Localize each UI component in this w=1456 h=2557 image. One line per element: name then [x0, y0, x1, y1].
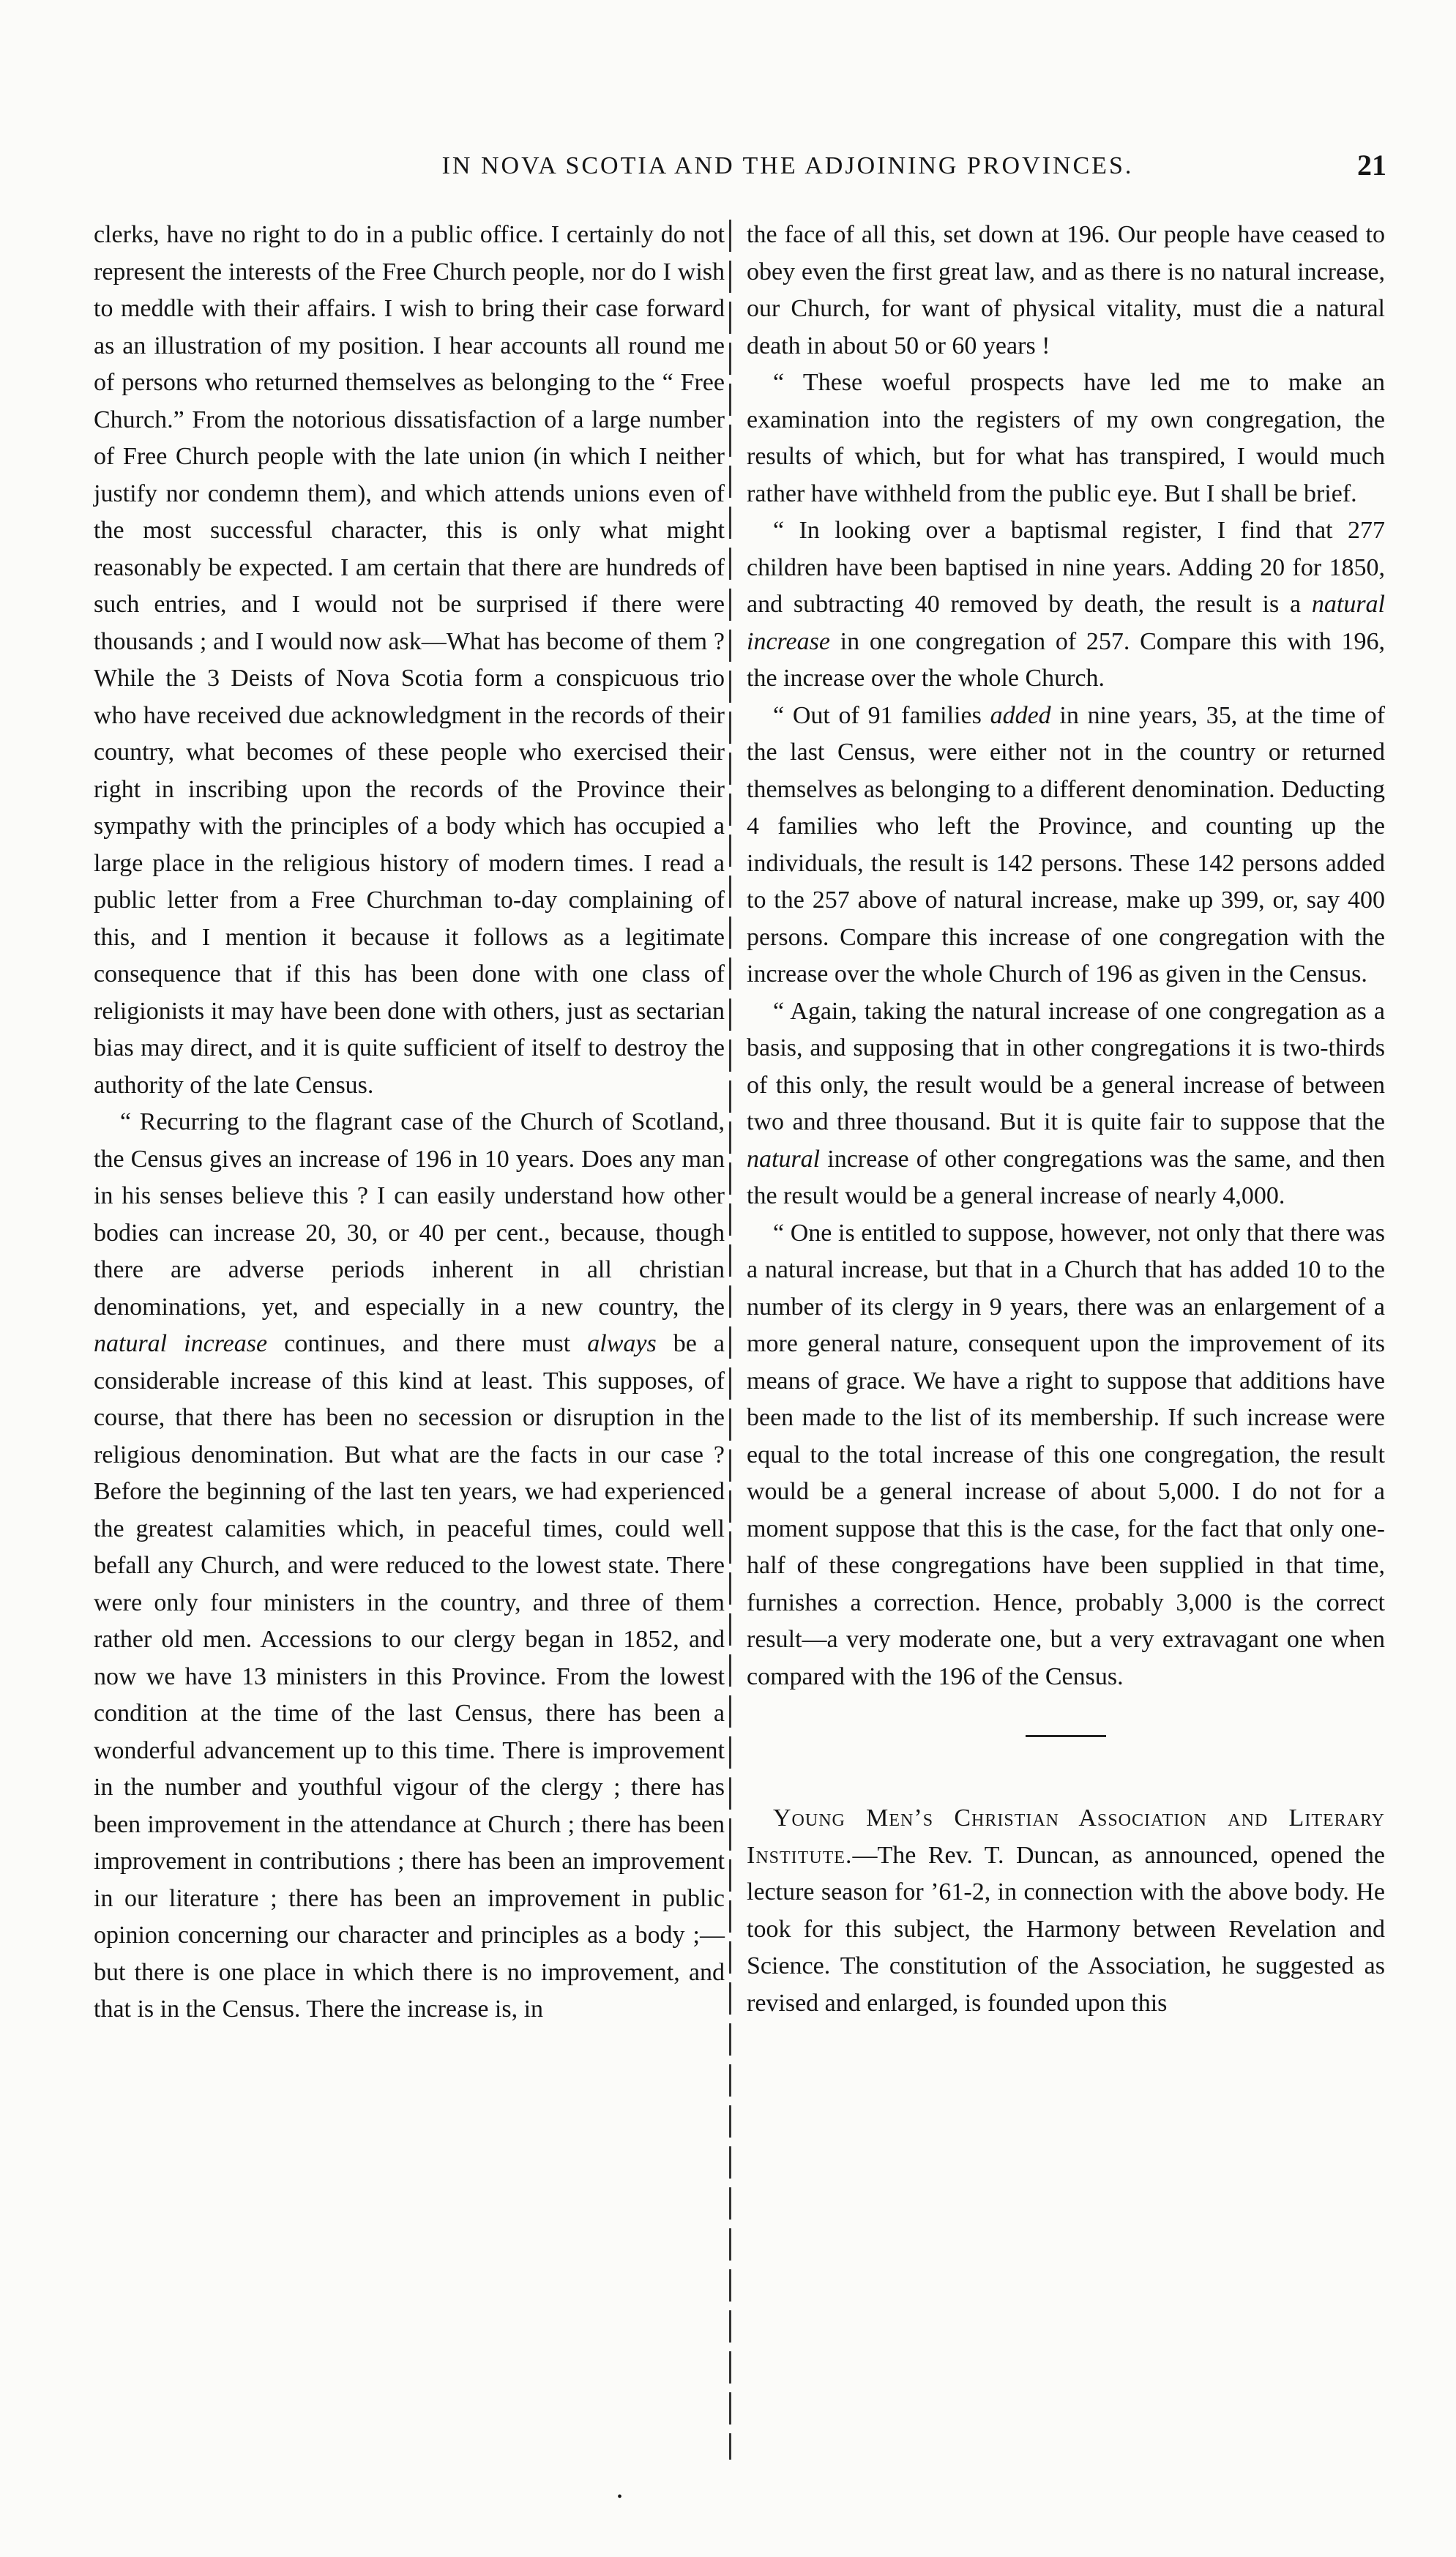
section-separator: [1026, 1735, 1106, 1737]
left-paragraph-1: clerks, have no right to do in a public office. I certainly do not represent the interests of the Free Church people, nor do I wish to meddle with their affairs. I wish to bring their case forward as an illustration of my position. I hear accounts all round me of persons who returned themselves as belonging to the “ Free Church.” From the notorious dissatisfaction of a large number of Free Church people with the late union (in which I neither justify nor condemn them), and which attends unions even of the most successful character, this is only what might reasonably be expected. I am certain that there are hundreds of such entries, and I would not be surprised if there were thousands ; and I would now ask—What has become of them ? While the 3 Deists of Nova Scotia form a conspicuous trio who have received due acknowledgment in the records of their country, what becomes of these people who exercised their right in inscribing upon the records of the Province their sympathy with the principles of a body which has occupied a large place in the religious history of modern times. I read a public letter from a Free Churchman to-day complaining of this, and I mention it because it follows as a legitimate consequence that if this has been done with one class of religionists it may have been done with others, just as sectarian bias may direct, and it is quite sufficient of itself to destroy the authority of the late Census.: [94, 221, 725, 1099]
text-run: in one congregation of 257. Compare this with 196, the increase over the whole Church.: [747, 627, 1386, 692]
text-run: increase of other congregations was the same, and then the result would be a general increase of nearly 4,000.: [747, 1145, 1385, 1209]
text-run: “ In looking over a baptismal register, I find that 277 children have been baptised in nine years. Adding 20 for 1850, and subtracting 40 removed by death, the result is a: [747, 517, 1385, 618]
text-run: “ Recurring to the flagrant case of the Church of Scotland, the Census gives an increase of 196 in 10 years. Does any man in his senses believe this ? I can easily understand how other bodies can increase 20, 30, or 40 per cent., because, though there are adverse periods inherent in all christian denominations, yet, and especially in a new country, the: [94, 1108, 725, 1321]
column-divider: [729, 220, 731, 2460]
page-number: 21: [1357, 149, 1386, 182]
right-paragraph-2: “ These woeful prospects have led me to make an examination into the registers of my own congregation, the results of which, but for what has transpired, I would much rather have withheld from the public eye. But I shall be brief.: [747, 369, 1385, 507]
ymca-heading: Young Men’s Christian Association and Literary Institute.: [747, 1804, 1385, 1869]
right-paragraph-3: [747, 512, 1385, 698]
text-run: “ Out of 91 families: [773, 701, 982, 729]
right-paragraph-4: [747, 698, 1385, 993]
ymca-paragraph: [747, 1800, 1385, 2022]
italic-phrase: natural: [747, 1145, 821, 1173]
italic-phrase: always: [587, 1330, 657, 1357]
footer-dot: •: [617, 2489, 623, 2505]
left-paragraph-2: [94, 1104, 725, 2028]
italic-phrase: natural increase: [94, 1330, 268, 1357]
running-head: [124, 149, 1442, 196]
text-run: in nine years, 35, at the time of the last Census, were either not in the country or returned themselves as belonging to a different denomination. Deducting 4 families who left the Province, and counting up the individuals, the result is 142 persons. These 142 persons added to the 257 above of natural increase, make up 399, or, say 400 persons. Compare this increase of one congregation with the increase over the whole Church of 196 as given in the Census.: [747, 701, 1386, 988]
text-run: continues, and there must: [284, 1330, 571, 1357]
italic-phrase: natural increase: [747, 591, 1385, 655]
right-paragraph-1: the face of all this, set down at 196. Our people have ceased to obey even the first great law, and as there is no natural increase, our Church, for want of physical vitality, must die a natural death in about 50 or 60 years !: [747, 221, 1385, 359]
running-title: IN NOVA SCOTIA AND THE ADJOINING PROVINCES.: [441, 152, 1134, 179]
right-paragraph-5: [747, 993, 1385, 1215]
left-column: [94, 217, 725, 2028]
right-column: [747, 217, 1385, 2022]
text-run: “ Again, taking the natural increase of one congregation as a basis, and supposing that in other congregations it is two-thirds of this only, the result would be a general increase of between two and three thousand. But it is quite fair to suppose that the: [747, 997, 1385, 1135]
right-paragraph-6: “ One is entitled to suppose, however, not only that there was a natural increase, but that in a Church that has added 10 to the number of its clergy in 9 years, there was an enlargement of a more general nature, consequent upon the improvement of its means of grace. We have a right to suppose that additions have been made to the list of its membership. If such increase were equal to the total increase of this one congregation, the result would be a general increase of about 5,000. I do not for a moment suppose that this is the case, for the fact that only one-half of these congregations have been supplied in that time, furnishes a correction. Hence, probably 3,000 is the correct result—a very moderate one, but a very extravagant one when compared with the 196 of the Census.: [747, 1219, 1385, 1690]
text-run: be a considerable increase of this kind at least. This supposes, of course, that there has been no secession or disruption in the religious denomination. But what are the facts in our case ? Before the beginning of the last ten years, we had experienced the greatest calamities which, in peaceful times, could well befall any Church, and were reduced to the lowest state. There were only four ministers in the country, and three of them rather old men. Accessions to our clergy began in 1852, and now we have 13 ministers in this Province. From the lowest condition at the time of the last Census, there has been a wonderful advancement up to this time. There is improvement in the number and youthful vigour of the clergy ; there has been improvement in the attendance at Church ; there has been improvement in contributions ; there has been an improvement in our literature ; there has been an improvement in public opinion concerning our character and principles as a body ;—but there is one place in which there is no improvement, and that is in the Census. There the increase is, in: [94, 1330, 725, 2023]
italic-phrase: added: [990, 701, 1051, 729]
text-run: —The Rev. T. Duncan, as announced, opened the lecture season for ’61-2, in connection with the above body. He took for this subject, the Harmony between Revelation and Science. The constitution of the Association, he suggested as revised and enlarged, is founded upon this: [747, 1841, 1385, 2017]
